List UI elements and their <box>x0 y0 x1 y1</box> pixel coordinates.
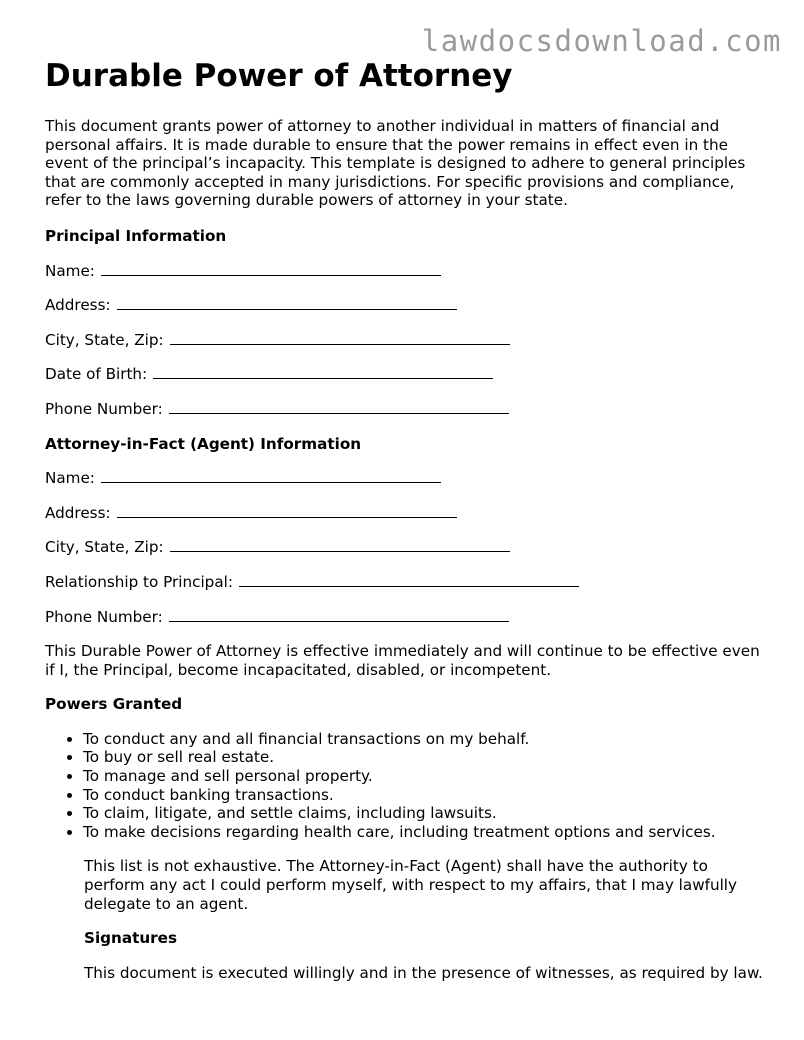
signatures-paragraph: This document is executed willingly and in the presence of witnesses, as required by law. <box>84 963 763 982</box>
agent-info-heading: Attorney-in-Fact (Agent) Information <box>45 434 362 453</box>
blank-line[interactable] <box>153 365 493 379</box>
principal-phone-field[interactable] <box>45 400 765 419</box>
blank-line[interactable] <box>101 469 441 483</box>
blank-line[interactable] <box>169 608 509 622</box>
list-item: • To make decisions regarding health care, including treatment options and services. <box>83 823 765 842</box>
blank-line[interactable] <box>239 573 579 587</box>
powers-granted-heading: Powers Granted <box>45 695 183 714</box>
list-item: • To manage and sell personal property. <box>83 767 765 786</box>
blank-line[interactable] <box>170 538 510 552</box>
field-label: Date of Birth: <box>45 365 148 384</box>
field-label: Phone Number: <box>45 607 163 626</box>
field-label: Phone Number: <box>45 399 163 418</box>
field-label: Relationship to Principal: <box>45 572 233 591</box>
powers-list <box>45 730 765 842</box>
blank-line[interactable] <box>117 504 457 518</box>
signatures-heading: Signatures <box>84 929 177 948</box>
watermark: lawdocsdownload.com <box>421 24 782 58</box>
principal-info-heading: Principal Information <box>45 226 227 245</box>
agent-city-state-zip-field[interactable] <box>45 538 765 557</box>
indented-section <box>45 857 765 982</box>
principal-date-of-birth-field[interactable] <box>45 365 765 384</box>
list-item: • To conduct banking transactions. <box>83 786 765 805</box>
list-item: • To claim, litigate, and settle claims, including lawsuits. <box>83 804 765 823</box>
agent-address-field[interactable] <box>45 504 765 523</box>
agent-name-field[interactable] <box>45 469 765 488</box>
field-label: Name: <box>45 469 95 488</box>
field-label: City, State, Zip: <box>45 330 164 349</box>
blank-line[interactable] <box>169 400 509 414</box>
blank-line[interactable] <box>170 331 510 345</box>
effective-paragraph: This Durable Power of Attorney is effective immediately and will continue to be effective even if I, the Principal, become incapacitated, disabled, or incompetent. <box>45 642 760 679</box>
principal-city-state-zip-field[interactable] <box>45 331 765 350</box>
list-item: • To conduct any and all financial transactions on my behalf. <box>83 730 765 749</box>
agent-relationship-field[interactable] <box>45 573 765 592</box>
field-label: Address: <box>45 296 111 315</box>
field-label: City, State, Zip: <box>45 538 164 557</box>
intro-paragraph: This document grants power of attorney to another individual in matters of financial and personal affairs. It is made durable to ensure that the power remains in effect even in the event of the principal’s incapacity. This template is designed to adhere to general principles that are commonly accepted in many jurisdictions. For specific provisions and compliance, refer to the laws governing durable powers of attorney in your state. <box>45 117 746 210</box>
principal-name-field[interactable] <box>45 262 765 281</box>
agent-phone-field[interactable] <box>45 608 765 627</box>
field-label: Address: <box>45 503 111 522</box>
field-label: Name: <box>45 261 95 280</box>
document-body <box>45 56 765 998</box>
document-title: Durable Power of Attorney <box>45 58 513 94</box>
list-item: • To buy or sell real estate. <box>83 748 765 767</box>
powers-note-paragraph: This list is not exhaustive. The Attorney-in-Fact (Agent) shall have the authority to perform any act I could perform myself, with respect to my affairs, that I may lawfully delegate to an agent. <box>84 857 738 913</box>
blank-line[interactable] <box>117 296 457 310</box>
principal-address-field[interactable] <box>45 296 765 315</box>
blank-line[interactable] <box>101 262 441 276</box>
